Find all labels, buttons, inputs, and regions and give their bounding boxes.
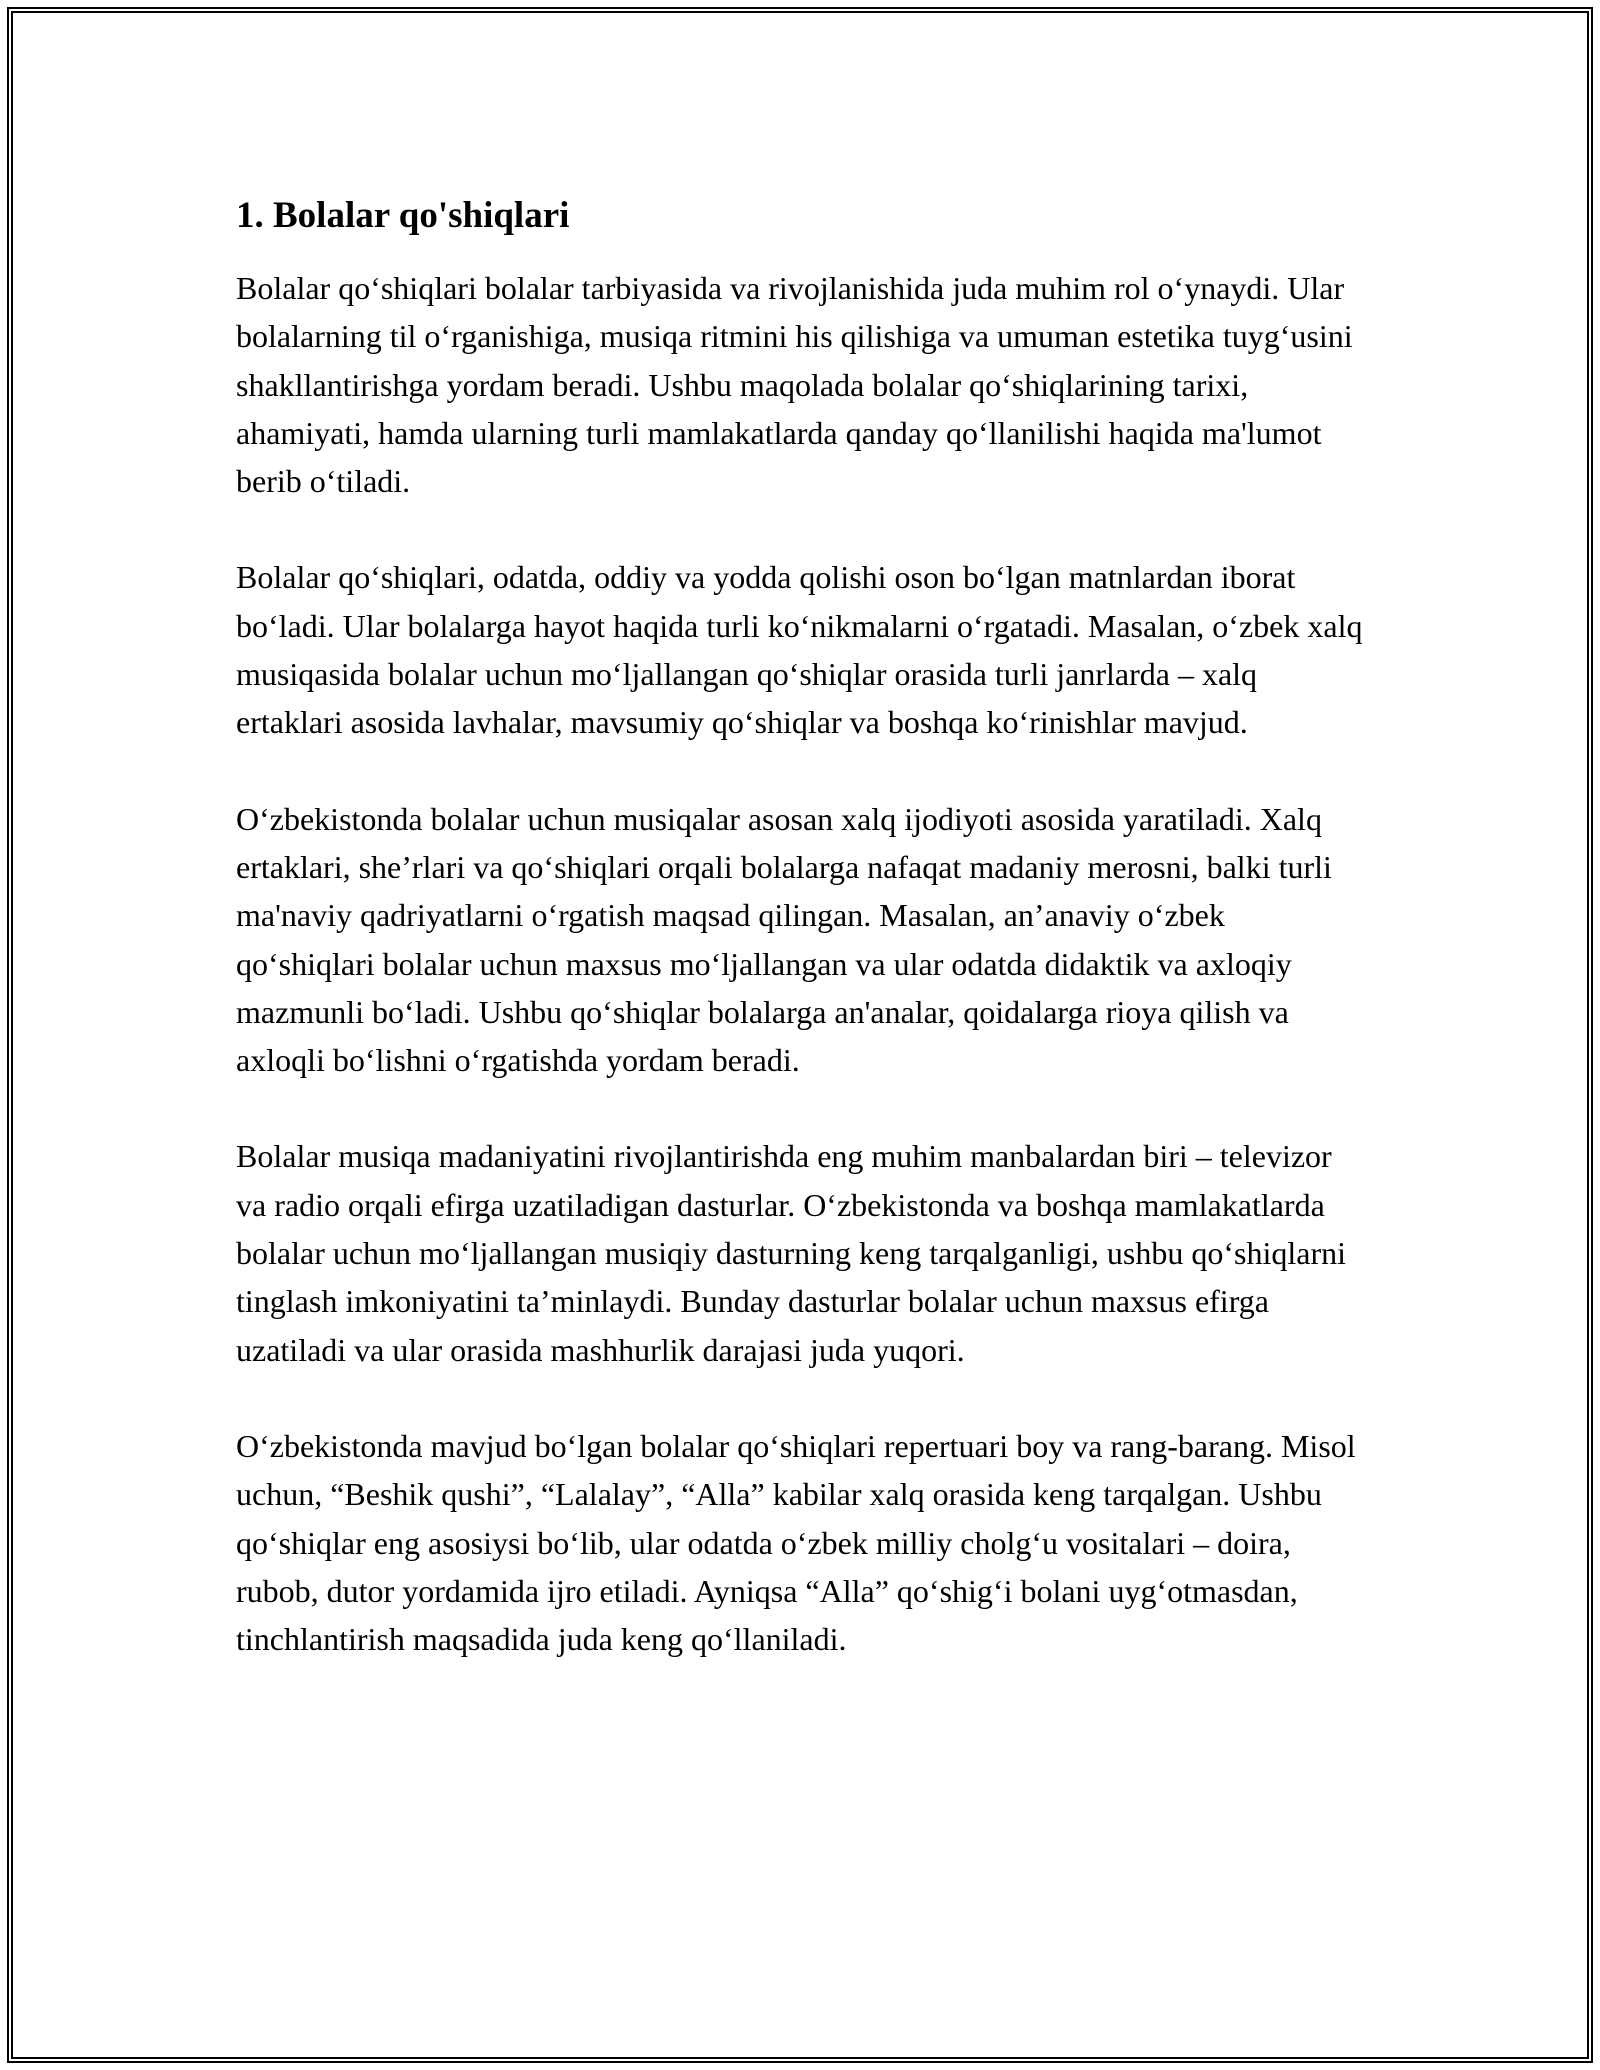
paragraph-3: O‘zbekistonda bolalar uchun musiqalar asosan xalq ijodiyoti asosida yaratiladi. Xalq ertaklari, she’rlari va qo‘shiqlari orqali bolalarga nafaqat madaniy merosni, balki turli ma'naviy qadriyatlarni o‘rgatish maqsad qilingan. Masalan, an’anaviy o‘zbek qo‘shiqlari bolalar uchun maxsus mo‘ljallangan va ular odatda didaktik va axloqiy mazmunli bo‘ladi. Ushbu qo‘shiqlar bolalarga an'analar, qoidalarga rioya qilish va axloqli bo‘lishni o‘rgatishda yordam beradi. [236, 800, 1332, 1079]
document-body [236, 188, 1366, 1711]
paragraph-1: Bolalar qo‘shiqlari bolalar tarbiyasida va rivojlanishida juda muhim rol o‘ynaydi. Ular bolalarning til o‘rganishiga, musiqa ritmini his qilishiga va umuman estetika tuyg‘usini shakllantirishga yordam beradi. Ushbu maqolada bolalar qo‘shiqlarining tarixi, ahamiyati, hamda ularning turli mamlakatlarda qanday qo‘llanilishi haqida ma'lumot berib o‘tiladi. [236, 270, 1353, 500]
paragraph-2: Bolalar qo‘shiqlari, odatda, oddiy va yodda qolishi oson bo‘lgan matnlardan iborat bo‘ladi. Ular bolalarga hayot haqida turli ko‘nikmalarni o‘rgatadi. Masalan, o‘zbek xalq musiqasida bolalar uchun mo‘ljallangan qo‘shiqlar orasida turli janrlarda – xalq ertaklari asosida lavhalar, mavsumiy qo‘shiqlar va boshqa ko‘rinishlar mavjud. [236, 559, 1363, 741]
paragraph-5: O‘zbekistonda mavjud bo‘lgan bolalar qo‘shiqlari repertuari boy va rang-barang. Misol uchun, “Beshik qushi”, “Lalalay”, “Alla” kabilar xalq orasida keng tarqalgan. Ushbu qo‘shiqlar eng asosiysi bo‘lib, ular odatda o‘zbek milliy cholg‘u vositalari – doira, rubob, dutor yordamida ijro etiladi. Ayniqsa “Alla” qo‘shig‘i bolani uyg‘otmasdan, tinchlantirish maqsadida juda keng qo‘llaniladi. [236, 1427, 1356, 1658]
section-title: 1. Bolalar qo'shiqlari [236, 195, 570, 236]
paragraph-4: Bolalar musiqa madaniyatini rivojlantirishda eng muhim manbalardan biri – televizor va radio orqali efirga uzatiladigan dasturlar. O‘zbekistonda va boshqa mamlakatlarda bolalar uchun mo‘ljallangan musiqiy dasturning keng tarqalganligi, ushbu qo‘shiqlarni tinglash imkoniyatini ta’minlaydi. Bunday dasturlar bolalar uchun maxsus efirga uzatiladi va ular orasida mashhurlik darajasi juda yuqori. [236, 1138, 1346, 1368]
